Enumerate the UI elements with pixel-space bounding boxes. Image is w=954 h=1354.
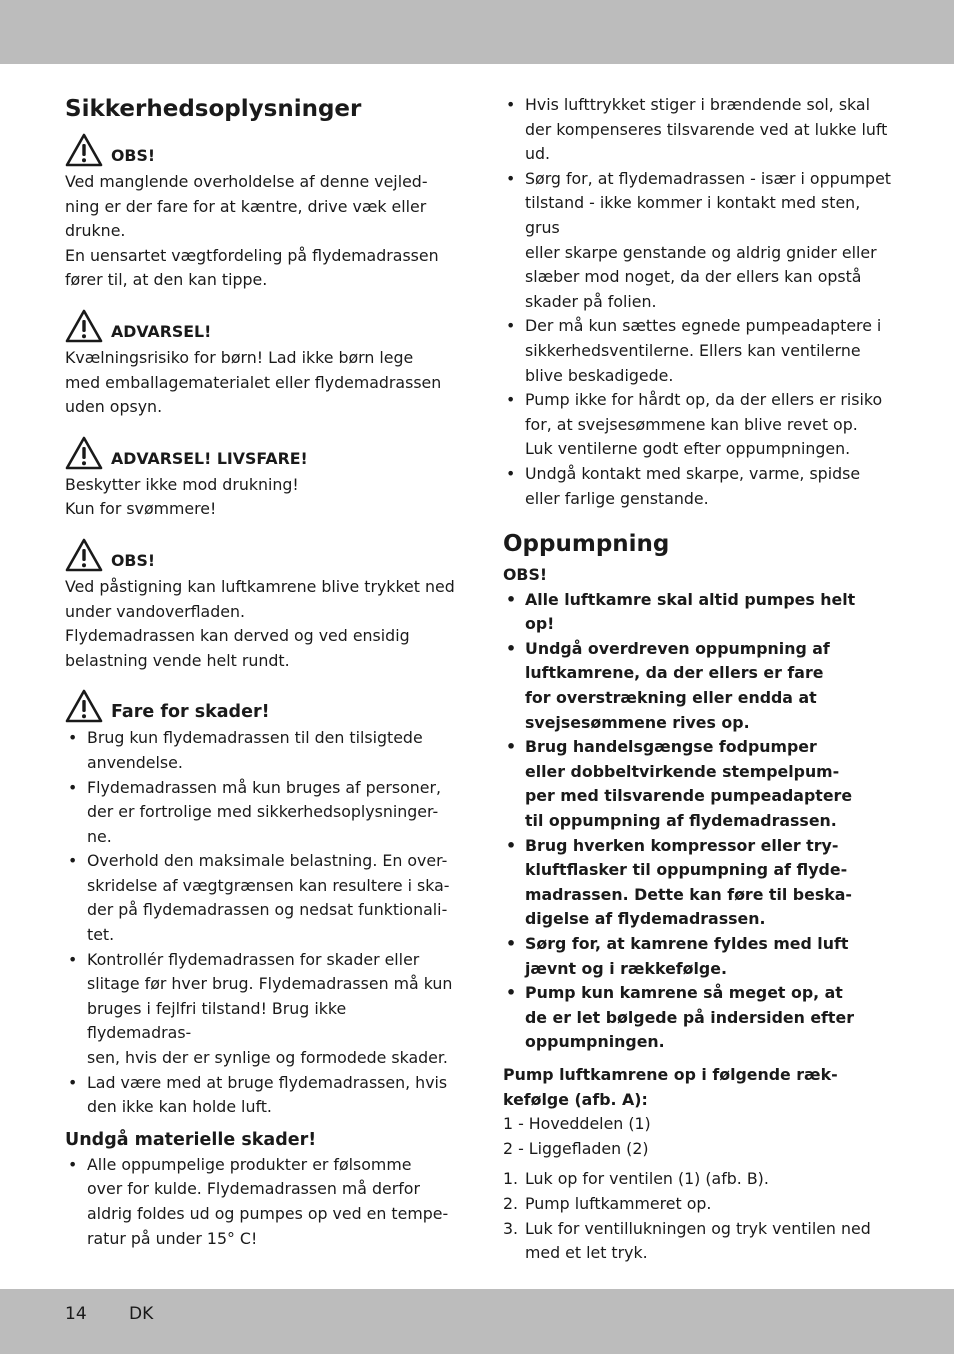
list-item [65, 1071, 455, 1120]
list-item-line: slæber mod noget, da der ellers kan opstå [525, 267, 862, 287]
inflation-bold-list [503, 588, 893, 1055]
order-line: 2 - Liggefladen (2) [503, 1138, 649, 1158]
warning-text-line: Kvælningsrisiko for børn! Lad ikke børn lege [65, 347, 414, 367]
step-number: 3. [503, 1218, 519, 1238]
list-item-line: op! [525, 614, 555, 634]
warning-text-line: belastning vende helt rundt. [65, 650, 290, 670]
warning-triangle-icon [65, 689, 103, 723]
warning-label: OBS! [111, 146, 156, 165]
list-item-line: Overhold den maksimale belastning. En over- [87, 851, 448, 871]
list-item [65, 1153, 455, 1251]
list-item-line: Pump ikke for hårdt op, da der ellers er risiko [525, 390, 883, 410]
list-item-line: Alle oppumpelige produkter er følsomme [87, 1154, 412, 1174]
warning-text [65, 346, 455, 420]
right-column [503, 93, 893, 1266]
list-item-line: der er fortrolige med sikkerhedsoplysninger- [87, 802, 439, 822]
order-heading-line: Pump luftkamrene op i følgende ræk- [503, 1064, 838, 1084]
list-item-line: Sørg for, at kamrene fyldes med luft [525, 934, 849, 953]
warning-label: OBS! [111, 550, 156, 570]
warning-text-line: uden opsyn. [65, 397, 163, 417]
material-list [65, 1153, 455, 1251]
damage-heading [65, 687, 455, 723]
order-line: 1 - Hoveddelen (1) [503, 1114, 651, 1134]
safety-list-continued [503, 93, 893, 511]
warning-block [65, 434, 455, 522]
list-item-line: eller skarpe genstande og aldrig gnider eller [525, 242, 877, 262]
warning-text [65, 170, 455, 293]
warning-text [65, 473, 455, 522]
inflation-title: Oppumpning [503, 531, 670, 558]
list-item-line: per med tilsvarende pumpeadaptere [525, 786, 853, 806]
warning-text-line: Kun for svømmere! [65, 499, 217, 519]
warning-heading [65, 434, 455, 470]
list-item-line: Hvis lufttrykket stiger i brændende sol, skal [525, 95, 871, 114]
warning-text-line: Flydemadrassen kan derved og ved ensidig [65, 626, 410, 646]
list-item-line: Undgå kontakt med skarpe, varme, spidse [525, 463, 861, 483]
warning-label: ADVARSEL! [111, 321, 212, 341]
list-item [503, 637, 893, 735]
list-item-line: bruges i fejlfri tilstand! Brug ikke flydemadras- [87, 998, 347, 1043]
list-item-line: Kontrollér flydemadrassen for skader eller [87, 949, 420, 969]
warning-heading [65, 536, 455, 572]
warning-block [65, 131, 455, 293]
list-item-line: den ikke kan holde luft. [87, 1097, 272, 1117]
list-item-line: Brug kun flydemadrassen til den tilsigtede [87, 728, 423, 748]
warning-text [65, 575, 455, 673]
warning-block [65, 307, 455, 420]
list-item-line: oppumpningen. [525, 1032, 665, 1052]
warning-triangle-icon [65, 133, 103, 167]
list-item-line: Sørg for, at flydemadrassen - især i oppumpet [525, 168, 891, 188]
list-item-line: ratur på under 15° C! [87, 1228, 258, 1248]
list-item-line: der på flydemadrassen og nedsat funktionali- [87, 900, 448, 920]
list-item-line: Brug hverken kompressor eller try- [525, 835, 839, 855]
list-item [503, 167, 893, 315]
warning-triangle-icon [65, 436, 103, 470]
list-item-line: Lad være med at bruge flydemadrassen, hvis [87, 1072, 448, 1092]
order-lines [503, 1112, 893, 1161]
steps-list [503, 1167, 893, 1265]
list-item-line: skridelse af vægtgrænsen kan resultere i ska- [87, 875, 450, 895]
warning-text-line: Ved manglende overholdelse af denne vejled- [65, 172, 428, 191]
warning-label: ADVARSEL! LIVSFARE! [111, 448, 308, 468]
order-heading [503, 1063, 893, 1112]
list-item-line: Alle luftkamre skal altid pumpes helt [525, 589, 856, 609]
list-item-line: Undgå overdreven oppumpning af [525, 638, 830, 658]
list-item-line: blive beskadigede. [525, 365, 674, 385]
step-text-line: Luk for ventillukningen og tryk ventilen ned [525, 1218, 871, 1238]
list-item-line: over for kulde. Flydemadrassen må derfor [87, 1179, 420, 1199]
list-item-line: jævnt og i rækkefølge. [525, 958, 727, 978]
warning-text-line: Ved påstigning kan luftkamrene blive trykket ned [65, 576, 455, 596]
language-code: DK [129, 1304, 154, 1324]
warning-text-line: med emballagematerialet eller flydemadrassen [65, 372, 442, 392]
list-item-line: anvendelse. [87, 752, 183, 772]
inflation-obs-label: OBS! [503, 565, 548, 585]
list-item [503, 388, 893, 462]
list-item-line: sen, hvis der er synlige og formodede skader. [87, 1048, 448, 1068]
list-item-line: svejsesømmene rives op. [525, 712, 750, 732]
list-item [503, 932, 893, 981]
list-item-line: Flydemadrassen må kun bruges af personer, [87, 777, 442, 797]
warning-heading [65, 307, 455, 343]
list-item-line: Brug handelsgængse fodpumper [525, 737, 817, 757]
list-item-line: Der må kun sættes egnede pumpeadaptere i [525, 316, 882, 336]
warning-text-line: Beskytter ikke mod drukning! [65, 474, 299, 494]
list-item [65, 726, 455, 775]
list-item [503, 314, 893, 388]
list-item [503, 834, 893, 932]
list-item [503, 588, 893, 637]
list-item [503, 93, 893, 167]
list-item-line: eller dobbeltvirkende stempelpum- [525, 761, 840, 781]
list-item-line: luftkamrene, da der ellers er fare [525, 663, 824, 683]
warning-text-line: drukne. [65, 221, 126, 241]
list-item-line: kluftflasker til oppumpning af flyde- [525, 860, 848, 880]
list-item-line: Pump kun kamrene så meget op, at [525, 983, 843, 1003]
order-heading-line: kefølge (afb. A): [503, 1089, 648, 1109]
warning-text-line: ning er der fare for at kæntre, drive væk eller [65, 196, 427, 216]
page-title: Sikkerhedsoplysninger [65, 96, 362, 122]
list-item [503, 981, 893, 1055]
step-item [503, 1167, 893, 1192]
list-item-line: ud. [525, 144, 551, 164]
list-item [65, 948, 455, 1071]
warning-triangle-icon [65, 309, 103, 343]
warnings-container [65, 131, 455, 673]
list-item-line: slitage før hver brug. Flydemadrassen må kun [87, 974, 453, 994]
list-item [503, 462, 893, 511]
warning-heading [65, 131, 455, 167]
header-bar [0, 0, 954, 64]
list-item-line: madrassen. Dette kan føre til beska- [525, 884, 852, 904]
warning-block [65, 536, 455, 673]
list-item-line: til oppumpning af flydemadrassen. [525, 811, 837, 831]
list-item-line: Luk ventilerne godt efter oppumpningen. [525, 439, 851, 459]
warning-triangle-icon [65, 538, 103, 572]
warning-text-line: En uensartet vægtfordeling på flydemadrassen [65, 245, 439, 265]
left-column [65, 92, 455, 1251]
list-item-line: de er let bølgede på indersiden efter [525, 1007, 854, 1027]
warning-text-line: under vandoverfladen. [65, 601, 245, 621]
list-item-line: tet. [87, 925, 115, 945]
list-item-line: der kompenseres tilsvarende ved at lukke luft [525, 119, 888, 139]
list-item-line: tilstand - ikke kommer i kontakt med sten, grus [525, 193, 861, 237]
list-item-line: digelse af flydemadrassen. [525, 909, 766, 929]
step-text-line: med et let tryk. [525, 1243, 648, 1263]
list-item-line: for overstrækning eller endda at [525, 688, 817, 708]
step-text-line: Pump luftkammeret op. [525, 1193, 712, 1213]
step-number: 1. [503, 1169, 519, 1189]
step-item [503, 1192, 893, 1217]
damage-label: Fare for skader! [111, 702, 270, 723]
list-item-line: skader på folien. [525, 291, 657, 311]
material-damage-title: Undgå materielle skader! [65, 1129, 317, 1150]
list-item [65, 849, 455, 947]
step-item [503, 1217, 893, 1266]
damage-list [65, 726, 455, 1120]
step-text-line: Luk op for ventilen (1) (afb. B). [525, 1169, 769, 1189]
list-item-line: eller farlige genstande. [525, 488, 709, 508]
warning-text-line: fører til, at den kan tippe. [65, 270, 268, 290]
list-item-line: ne. [87, 826, 112, 846]
list-item-line: sikkerhedsventilerne. Ellers kan ventilerne [525, 340, 861, 360]
list-item [65, 776, 455, 850]
list-item-line: aldrig foldes ud og pumpes op ved en tempe- [87, 1204, 449, 1223]
list-item-line: for, at svejsesømmene kan blive revet op. [525, 414, 858, 434]
step-number: 2. [503, 1193, 519, 1213]
list-item [503, 735, 893, 833]
page-number: 14 [65, 1304, 87, 1324]
